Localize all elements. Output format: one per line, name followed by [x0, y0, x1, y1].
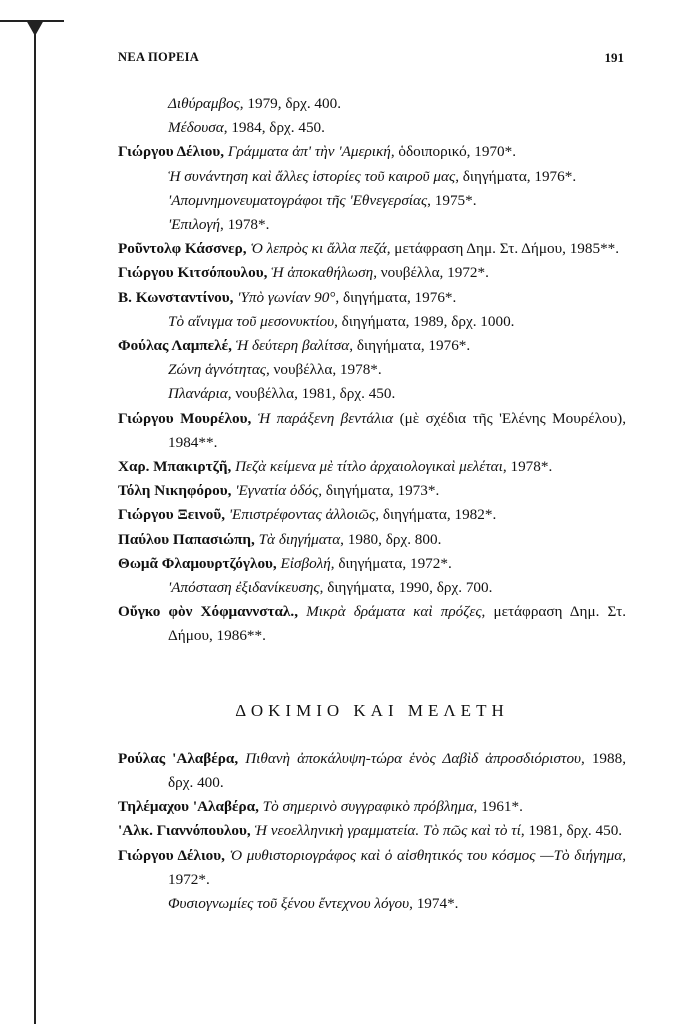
bibliography-entry: [118, 237, 626, 261]
bibliography-entry: [118, 286, 626, 310]
work-details: , 1972*.: [168, 846, 627, 888]
work-details: , 1974*.: [409, 895, 459, 913]
work-details: , μετάφραση Δημ. Στ. Δήμου, 1986**.: [168, 603, 627, 645]
bibliography-entry: [118, 844, 626, 892]
author-name: Γιώργου Κιτσόπουλου,: [118, 264, 268, 282]
bibliography-list-prose: [118, 92, 626, 649]
bibliography-entry-continuation: [118, 576, 626, 600]
work-details: , 1961*.: [473, 798, 523, 816]
work-details: , διηγήματα, 1989, δρχ. 1000.: [334, 312, 515, 330]
author-name: Β. Κωνσταντίνου,: [118, 288, 234, 306]
page-body: [118, 92, 626, 916]
author-name: Παύλου Παπασιώπη,: [118, 530, 255, 548]
work-details: , διηγήματα, 1976*.: [455, 167, 577, 185]
work-details: , διηγήματα, 1982*.: [375, 506, 497, 524]
author-name: Τηλέμαχου 'Αλαβέρα,: [118, 798, 259, 816]
author-name: Γιώργου Ξεινοῦ,: [118, 506, 226, 524]
page-number: 191: [604, 50, 624, 65]
bibliography-entry-continuation: [118, 189, 626, 213]
bibliography-entry-continuation: [118, 213, 626, 237]
work-details: , μετάφραση Δημ. Στ. Δήμου, 1985**.: [386, 240, 620, 258]
work-title: Ἡ συνάντηση καὶ ἄλλες ἱστορίες τοῦ καιροῦ μας: [168, 167, 456, 185]
author-name: Γιώργου Μουρέλου,: [118, 409, 252, 427]
work-title: 'Επιλογή: [168, 216, 221, 234]
work-title: Ὁ λεπρὸς κι ἄλλα πεζά: [250, 240, 387, 258]
bibliography-entry: [118, 795, 626, 819]
author-name: Ρούλας 'Αλαβέρα,: [118, 749, 239, 767]
work-details: (μὲ σχέδια τῆς 'Ελένης Μουρέλου), 1984**.: [168, 409, 627, 451]
work-title: Ἡ δεύτερη βαλίτσα: [235, 337, 350, 355]
bibliography-entry-continuation: [118, 892, 626, 916]
work-title: Ἡ παράξενη βεντάλια: [257, 409, 394, 427]
work-title: Ὁ μυθιστοριογράφος καὶ ὁ αἰσθητικός του κόσμος —Τὸ διήγημα: [229, 846, 623, 864]
work-details: , ὁδοιπορικό, 1970*.: [390, 143, 517, 161]
author-name: Ροῦντολφ Κάσσνερ,: [118, 240, 247, 258]
author-name: Φούλας Λαμπελέ,: [118, 337, 232, 355]
work-details: , νουβέλλα, 1978*.: [265, 361, 382, 379]
work-title: 'Απομνημονευματογράφοι τῆς 'Εθνεγερσίας: [168, 191, 428, 209]
author-name: Οὔγκο φὸν Χόφμαννσταλ.,: [118, 603, 298, 621]
work-details: , 1988, δρχ. 400.: [168, 749, 627, 792]
author-name: Γιώργου Δέλιου,: [118, 846, 225, 864]
work-title: Εἰσβολή: [280, 554, 331, 572]
running-title: ΝΕΑ ΠΟΡΕΙΑ: [118, 50, 200, 64]
work-title: 'Υπὸ γωνίαν 90°: [237, 288, 336, 306]
work-details: , νουβέλλα, 1972*.: [373, 264, 489, 282]
work-details: , 1984, δρχ. 450.: [223, 119, 325, 137]
work-title: Μέδουσα: [168, 119, 224, 137]
work-details: , διηγήματα, 1972*.: [330, 554, 452, 572]
bibliography-entry-continuation: [118, 358, 626, 382]
work-title: Διθύραμβος: [168, 95, 240, 112]
bibliography-entry-continuation: [118, 382, 626, 406]
bibliography-list-essays: [118, 747, 626, 916]
work-title: Μικρὰ δράματα καὶ πρόζες: [306, 603, 482, 621]
page-corner-mark-vertical: [34, 20, 36, 1024]
work-title: Φυσιογνωμίες τοῦ ξένου ἔντεχνου λόγου: [168, 895, 410, 913]
work-details: , διηγήματα, 1976*.: [335, 288, 457, 306]
work-title: Πεζὰ κείμενα μὲ τίτλο ἀρχαιολογικαὶ μελέται: [235, 458, 503, 476]
work-details: , 1978*.: [220, 216, 270, 234]
bibliography-entry: [118, 552, 626, 576]
bibliography-entry: [118, 455, 626, 479]
bibliography-entry: [118, 261, 626, 285]
author-name: 'Αλκ. Γιαννόπουλου,: [118, 822, 251, 840]
bibliography-entry: [118, 747, 626, 795]
bibliography-entry: [118, 503, 626, 527]
work-details: , 1975*.: [427, 191, 477, 209]
author-name: Γιώργου Δέλιου,: [118, 143, 225, 161]
work-title: 'Απόσταση ἐξιδανίκευσης: [168, 579, 320, 597]
work-title: 'Εγνατία ὁδός: [235, 482, 319, 500]
running-header: [118, 50, 624, 70]
bibliography-entry: [118, 819, 626, 843]
work-details: , 1981, δρχ. 450.: [520, 822, 623, 840]
work-details: , 1980, δρχ. 800.: [340, 530, 442, 548]
work-title: Ἡ ἀποκαθήλωση: [271, 264, 374, 282]
work-details: , διηγήματα, 1973*.: [318, 482, 440, 500]
work-details: , διηγήματα, 1990, δρχ. 700.: [319, 579, 493, 597]
work-title: Τὸ αἴνιγμα τοῦ μεσονυκτίου: [168, 312, 335, 330]
bibliography-entry-continuation: [118, 92, 626, 116]
section-heading: ΔΟΚΙΜΙΟ ΚΑΙ ΜΕΛΕΤΗ: [235, 700, 509, 720]
author-name: Τόλη Νικηφόρου,: [118, 482, 232, 500]
author-name: Χαρ. Μπακιρτζῆ,: [118, 458, 232, 476]
bibliography-entry: [118, 407, 626, 455]
work-title: Πιθανὴ ἀποκάλυψη-τώρα ἑνὸς Δαβὶδ ἀπροσδιόριστου: [245, 749, 582, 767]
work-title: 'Επιστρέφοντας ἀλλοιῶς: [228, 506, 376, 524]
work-details: , νουβέλλα, 1981, δρχ. 450.: [227, 385, 396, 403]
work-title: Ἡ νεοελληνικὴ γραμματεία. Τὸ πῶς καὶ τὸ τί: [254, 822, 521, 840]
work-title: Ζώνη ἁγνότητας: [168, 361, 266, 379]
bibliography-entry: [118, 600, 626, 648]
work-title: Γράμματα ἀπ' τὴν 'Αμερική: [227, 143, 391, 161]
work-details: , 1978*.: [502, 458, 553, 476]
bibliography-entry: [118, 140, 626, 164]
bibliography-entry-continuation: [118, 165, 626, 189]
work-title: Τὸ σημερινὸ συγγραφικὸ πρόβλημα: [262, 798, 474, 816]
work-title: Πλανάρια: [168, 385, 228, 403]
bibliography-entry: [118, 528, 626, 552]
bibliography-entry: [118, 334, 626, 358]
work-title: Τὰ διηγήματα: [258, 530, 341, 548]
work-details: , 1979, δρχ. 400.: [239, 95, 341, 112]
bibliography-entry-continuation: [118, 310, 626, 334]
bibliography-entry-continuation: [118, 116, 626, 140]
bibliography-entry: [118, 479, 626, 503]
work-details: , διηγήματα, 1976*.: [349, 337, 471, 355]
author-name: Θωμᾶ Φλαμουρτζόγλου,: [118, 554, 277, 572]
page-corner-mark-arrow: [26, 20, 44, 36]
